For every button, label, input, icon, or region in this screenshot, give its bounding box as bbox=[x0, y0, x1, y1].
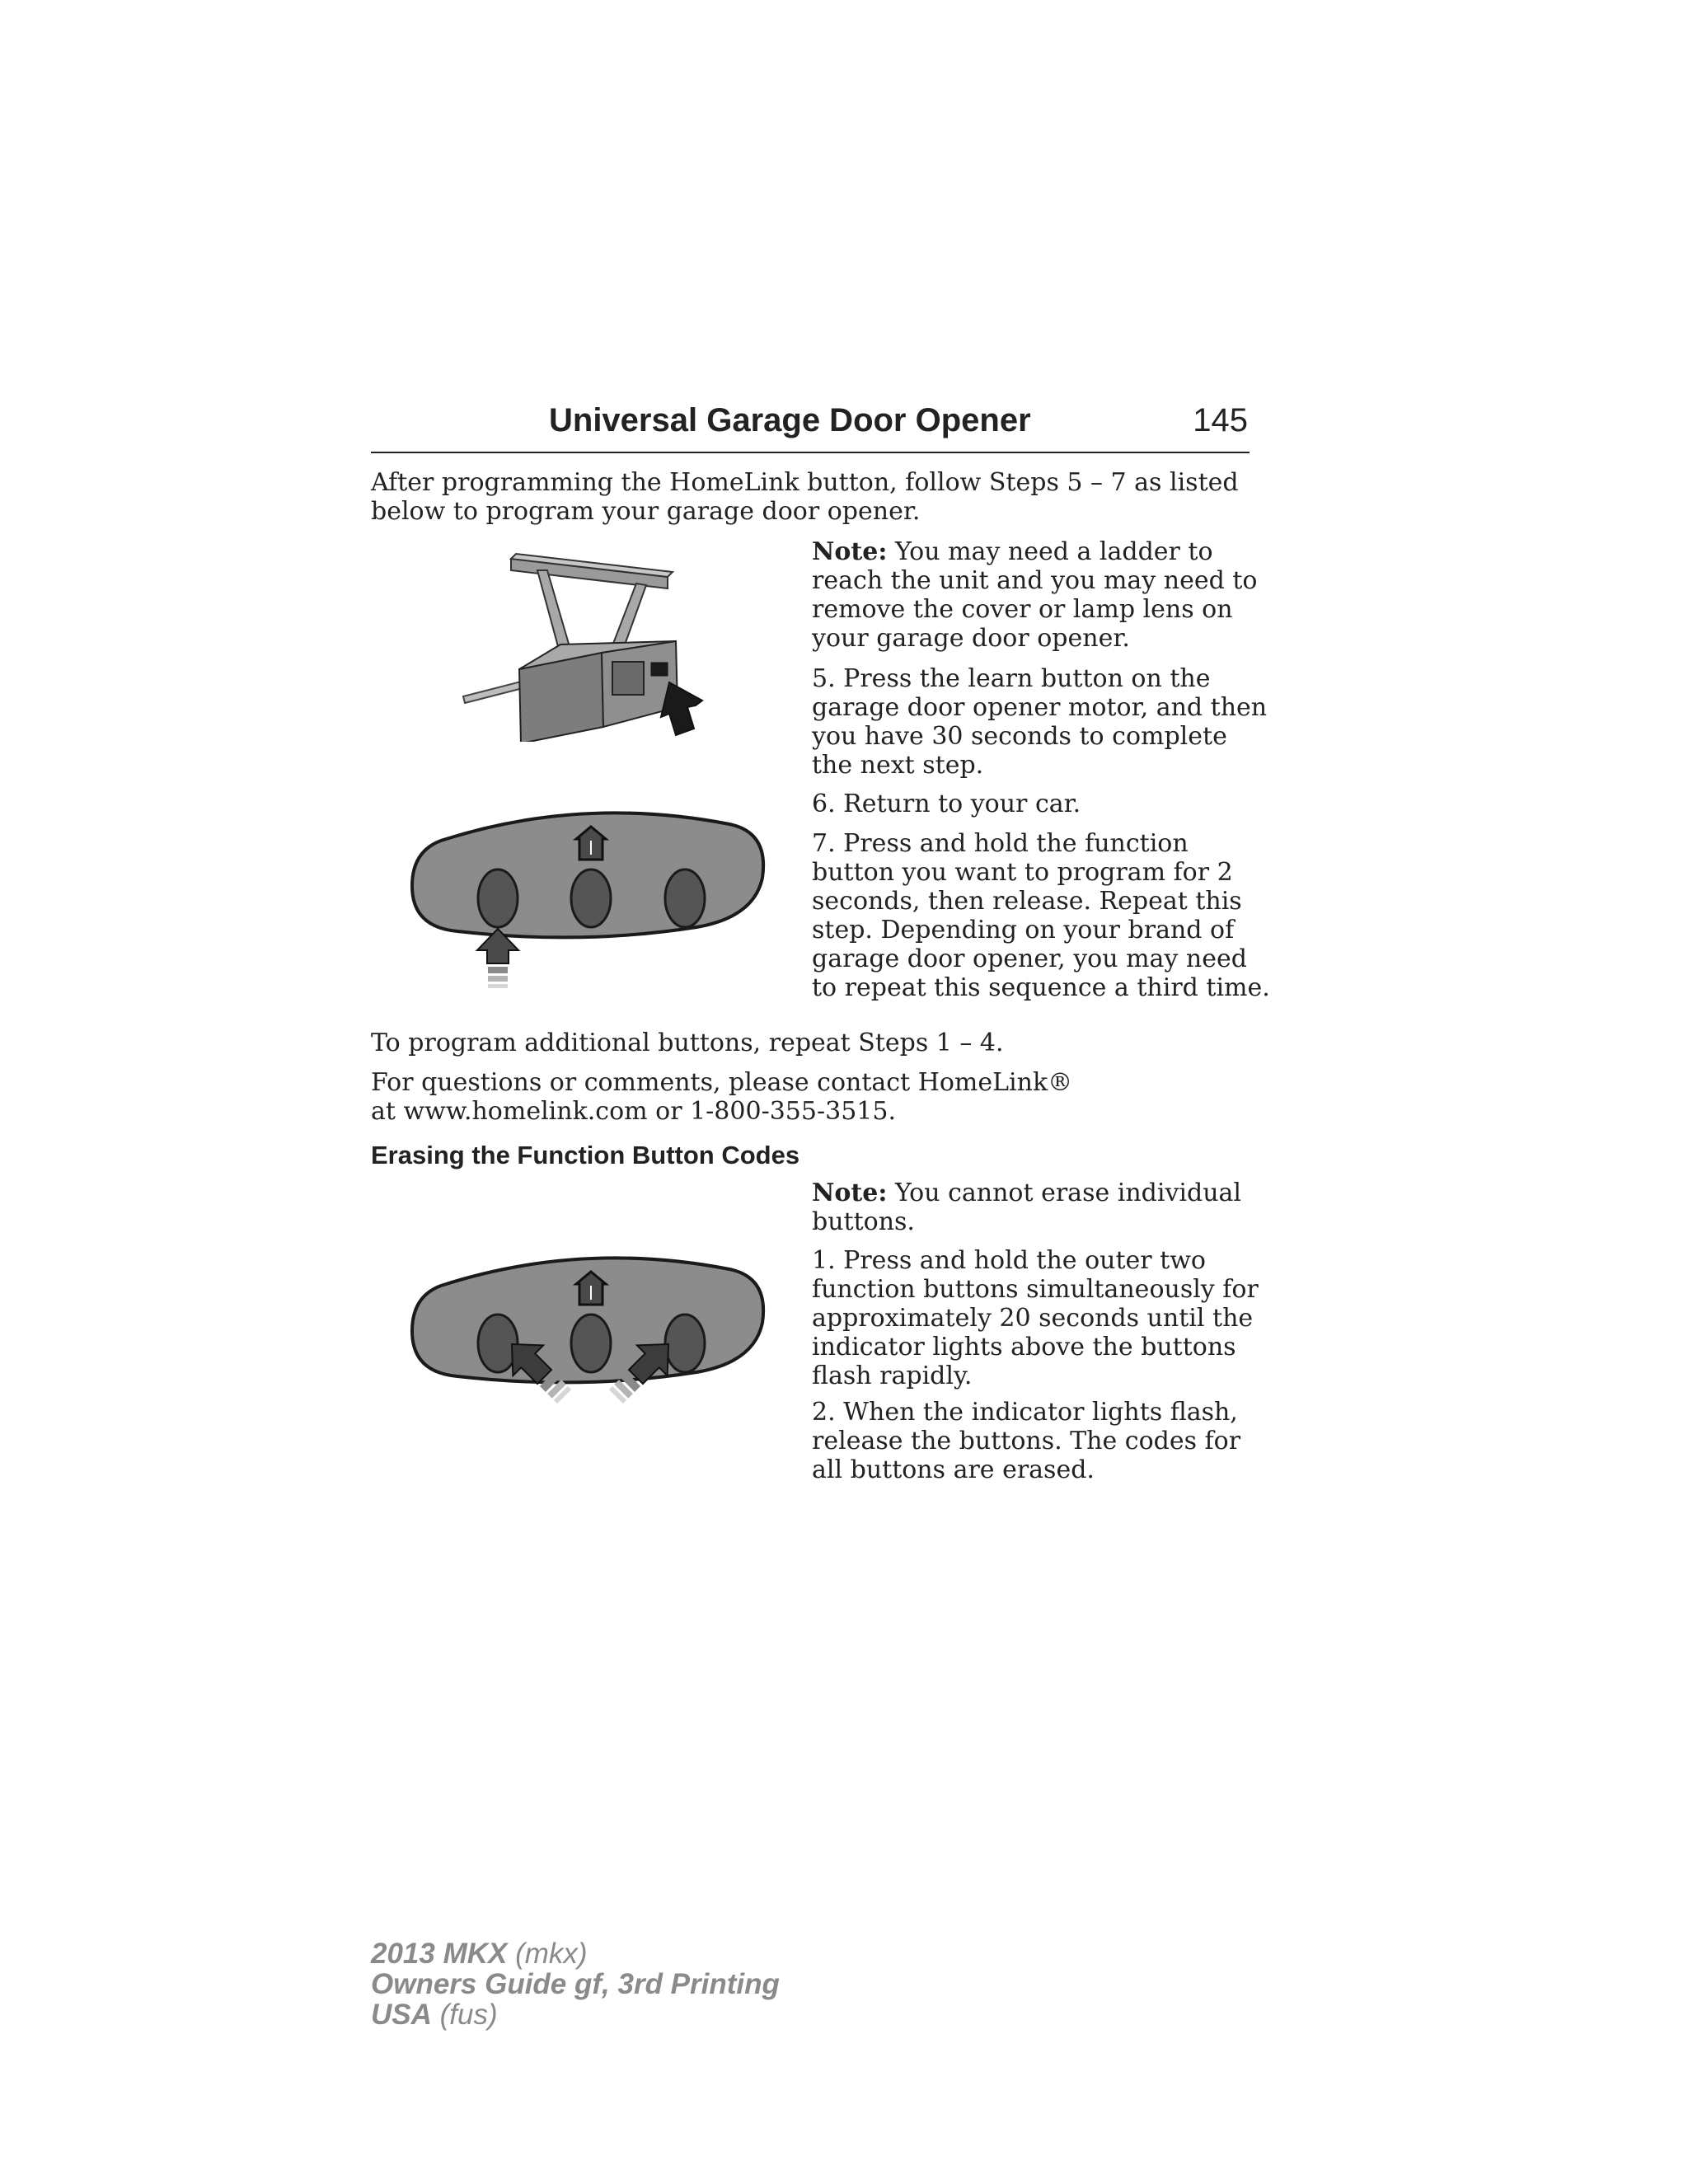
intro-paragraph: After programming the HomeLink button, follow Steps 5 – 7 as listed below to program your garage door opener. bbox=[371, 468, 1239, 526]
step-6: 6. Return to your car. bbox=[812, 790, 1081, 818]
erasing-note-text: You cannot erase individual buttons. bbox=[812, 1179, 1242, 1236]
learn-button-arrow bbox=[661, 682, 702, 735]
step-5: 5. Press the learn button on the garage door opener motor, and then you have 30 seconds to complete the next step. bbox=[812, 664, 1268, 780]
page-title: Universal Garage Door Opener bbox=[549, 402, 1031, 438]
footer-region-code: (fus) bbox=[431, 1999, 498, 2031]
homelink-panel-press-illustration bbox=[408, 795, 771, 1001]
homelink-panel-erase-illustration bbox=[408, 1240, 771, 1438]
erase-step-1: 1. Press and hold the outer two function buttons simultaneously for approximately 20 seconds until the indicator lights above the buttons flash rapidly. bbox=[812, 1246, 1259, 1390]
note-text: You may need a ladder to reach the unit and you may need to remove the cover or lamp lens on your garage door opener. bbox=[812, 537, 1258, 653]
function-button-2 bbox=[571, 869, 611, 927]
footer-region-line bbox=[371, 1999, 780, 2030]
programming-note bbox=[812, 537, 1273, 653]
erasing-section-heading: Erasing the Function Button Codes bbox=[371, 1141, 800, 1169]
function-button-3 bbox=[665, 869, 705, 927]
footer-model-code: (mkx) bbox=[507, 1938, 588, 1970]
page-footer bbox=[371, 1938, 780, 2030]
page-number: 145 bbox=[1193, 402, 1248, 438]
erase-step-2: 2. When the indicator lights flash, release the buttons. The codes for all buttons are erased. bbox=[812, 1398, 1241, 1484]
contact-paragraph: For questions or comments, please contact HomeLink® at www.homelink.com or 1-800-355-3515. bbox=[371, 1068, 1073, 1126]
erasing-note-label: Note: bbox=[812, 1179, 888, 1207]
step-7: 7. Press and hold the function button you want to program for 2 seconds, then release. Repeat this step. Depending on your brand of garage door opener, you may need to repeat this sequence a third time. bbox=[812, 829, 1270, 1002]
additional-buttons-paragraph: To program additional buttons, repeat Steps 1 – 4. bbox=[371, 1029, 1004, 1057]
erasing-note bbox=[812, 1179, 1273, 1236]
footer-model-line bbox=[371, 1938, 780, 1969]
footer-guide: Owners Guide gf, 3rd Printing bbox=[371, 1968, 780, 2000]
note-label: Note: bbox=[812, 537, 888, 566]
footer-model: 2013 MKX bbox=[371, 1938, 508, 1970]
page-header bbox=[371, 402, 1250, 453]
footer-region: USA bbox=[371, 1999, 432, 2031]
function-button-1 bbox=[478, 869, 518, 927]
garage-door-opener-illustration bbox=[462, 552, 725, 742]
